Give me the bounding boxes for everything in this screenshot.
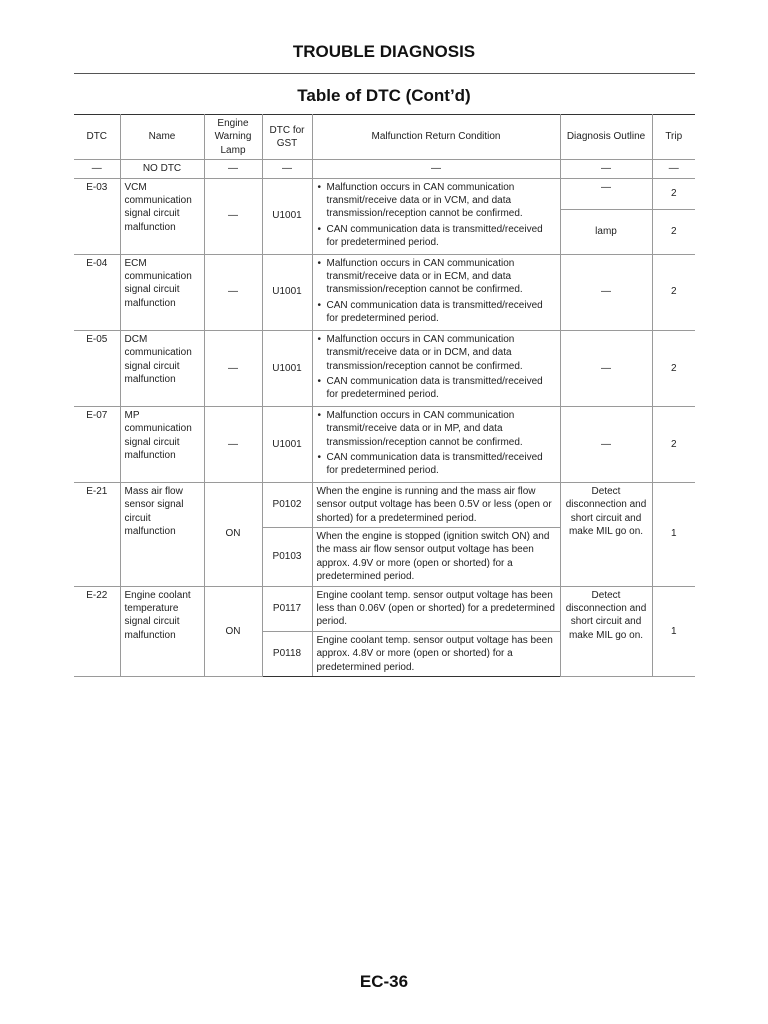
- malfunction-return-condition: [312, 178, 560, 254]
- dtc-name: VCM communication signal circuit malfunction: [120, 178, 204, 254]
- dtc-for-gst: P0117: [262, 586, 312, 631]
- page-header-title: TROUBLE DIAGNOSIS: [292, 42, 476, 61]
- dtc-name: NO DTC: [120, 160, 204, 178]
- dtc-for-gst: U1001: [262, 254, 312, 330]
- table-row: [74, 254, 695, 330]
- column-header-malfunction-return-condition: Malfunction Return Condition: [312, 115, 560, 160]
- condition-bullet-list: [317, 257, 556, 326]
- dtc-for-gst: U1001: [262, 406, 312, 482]
- table-header-row: [74, 115, 695, 160]
- table-title: Table of DTC (Cont’d): [297, 86, 471, 105]
- dtc-for-gst: U1001: [262, 330, 312, 406]
- trip-count: 1: [652, 586, 695, 676]
- trip-count: 2: [652, 178, 695, 209]
- condition-bullet: • Malfunction occurs in CAN communication transmit/receive data or in VCM, and data transmission/reception cannot be confirmed.: [317, 181, 556, 221]
- trip-count: —: [652, 160, 695, 178]
- condition-bullet: • CAN communication data is transmitted/received for predetermined period.: [317, 451, 556, 478]
- engine-warning-lamp: ON: [204, 586, 262, 676]
- engine-warning-lamp: —: [204, 406, 262, 482]
- diagnosis-outline: Detect disconnection and short circuit and make MIL go on.: [560, 586, 652, 676]
- page-number: EC-36: [359, 972, 409, 991]
- diagnosis-outline: —: [560, 178, 652, 209]
- table-row: [74, 330, 695, 406]
- diagnosis-outline: —: [560, 406, 652, 482]
- malfunction-return-condition: [312, 330, 560, 406]
- table-row: [74, 178, 695, 209]
- dtc-name: DCM communication signal circuit malfunction: [120, 330, 204, 406]
- trip-count: 2: [652, 330, 695, 406]
- dtc-code: E-04: [74, 254, 120, 330]
- condition-bullet-list: [317, 333, 556, 402]
- condition-bullet-list: [317, 181, 556, 250]
- dtc-table: [74, 114, 695, 677]
- dtc-code: E-03: [74, 178, 120, 254]
- dtc-for-gst: P0102: [262, 482, 312, 527]
- dtc-for-gst: P0103: [262, 527, 312, 586]
- trip-count: 2: [652, 209, 695, 254]
- condition-bullet-list: [317, 409, 556, 478]
- condition-bullet: • CAN communication data is transmitted/received for predetermined period.: [317, 299, 556, 326]
- engine-warning-lamp: ON: [204, 482, 262, 586]
- engine-warning-lamp: —: [204, 330, 262, 406]
- malfunction-return-condition: Engine coolant temp. sensor output voltage has been less than 0.06V (open or shorted) for a predetermined period.: [312, 586, 560, 631]
- diagnosis-outline: —: [560, 330, 652, 406]
- dtc-for-gst: U1001: [262, 178, 312, 254]
- trip-count: 2: [652, 406, 695, 482]
- table-row: [74, 160, 695, 178]
- dtc-code: —: [74, 160, 120, 178]
- column-header-dtc: DTC: [74, 115, 120, 160]
- trip-count: 2: [652, 254, 695, 330]
- dtc-code: E-22: [74, 586, 120, 676]
- trip-count: 1: [652, 482, 695, 586]
- engine-warning-lamp: —: [204, 254, 262, 330]
- column-header-engine-warning-lamp: Engine Warning Lamp: [204, 115, 262, 160]
- column-header-trip: Trip: [652, 115, 695, 160]
- dtc-code: E-21: [74, 482, 120, 586]
- dtc-code: E-07: [74, 406, 120, 482]
- column-header-name: Name: [120, 115, 204, 160]
- engine-warning-lamp: —: [204, 178, 262, 254]
- condition-bullet: • CAN communication data is transmitted/received for predetermined period.: [317, 375, 556, 402]
- condition-bullet: • CAN communication data is transmitted/received for predetermined period.: [317, 223, 556, 250]
- header-divider: [74, 73, 695, 74]
- condition-bullet: • Malfunction occurs in CAN communication transmit/receive data or in MP, and data transmission/reception cannot be confirmed.: [317, 409, 556, 449]
- table-row: [74, 586, 695, 631]
- diagnosis-outline: —: [560, 254, 652, 330]
- dtc-for-gst: —: [262, 160, 312, 178]
- malfunction-return-condition: [312, 406, 560, 482]
- malfunction-return-condition: Engine coolant temp. sensor output voltage has been approx. 4.8V or more (open or shorted) for a predetermined period.: [312, 631, 560, 676]
- column-header-dtc-for-gst: DTC for GST: [262, 115, 312, 160]
- dtc-for-gst: P0118: [262, 631, 312, 676]
- condition-bullet: • Malfunction occurs in CAN communication transmit/receive data or in DCM, and data transmission/reception cannot be confirmed.: [317, 333, 556, 373]
- malfunction-return-condition: When the engine is running and the mass air flow sensor output voltage has been 0.5V or less (open or shorted) for a predetermined period.: [312, 482, 560, 527]
- table-row: [74, 406, 695, 482]
- dtc-name: MP communication signal circuit malfunction: [120, 406, 204, 482]
- dtc-name: Mass air flow sensor signal circuit malfunction: [120, 482, 204, 586]
- dtc-name: Engine coolant temperature signal circuit malfunction: [120, 586, 204, 676]
- dtc-name: ECM communication signal circuit malfunction: [120, 254, 204, 330]
- diagnosis-outline: —: [560, 160, 652, 178]
- malfunction-return-condition: When the engine is stopped (ignition switch ON) and the mass air flow sensor output voltage has been approx. 4.9V or more (open or shorted) for a predetermined period.: [312, 527, 560, 586]
- dtc-code: E-05: [74, 330, 120, 406]
- column-header-diagnosis-outline: Diagnosis Outline: [560, 115, 652, 160]
- diagnosis-outline: lamp: [560, 209, 652, 254]
- condition-bullet: • Malfunction occurs in CAN communication transmit/receive data or in ECM, and data transmission/reception cannot be confirmed.: [317, 257, 556, 297]
- engine-warning-lamp: —: [204, 160, 262, 178]
- diagnosis-outline: Detect disconnection and short circuit and make MIL go on.: [560, 482, 652, 586]
- table-row: [74, 482, 695, 527]
- malfunction-return-condition: [312, 254, 560, 330]
- malfunction-return-condition: —: [312, 160, 560, 178]
